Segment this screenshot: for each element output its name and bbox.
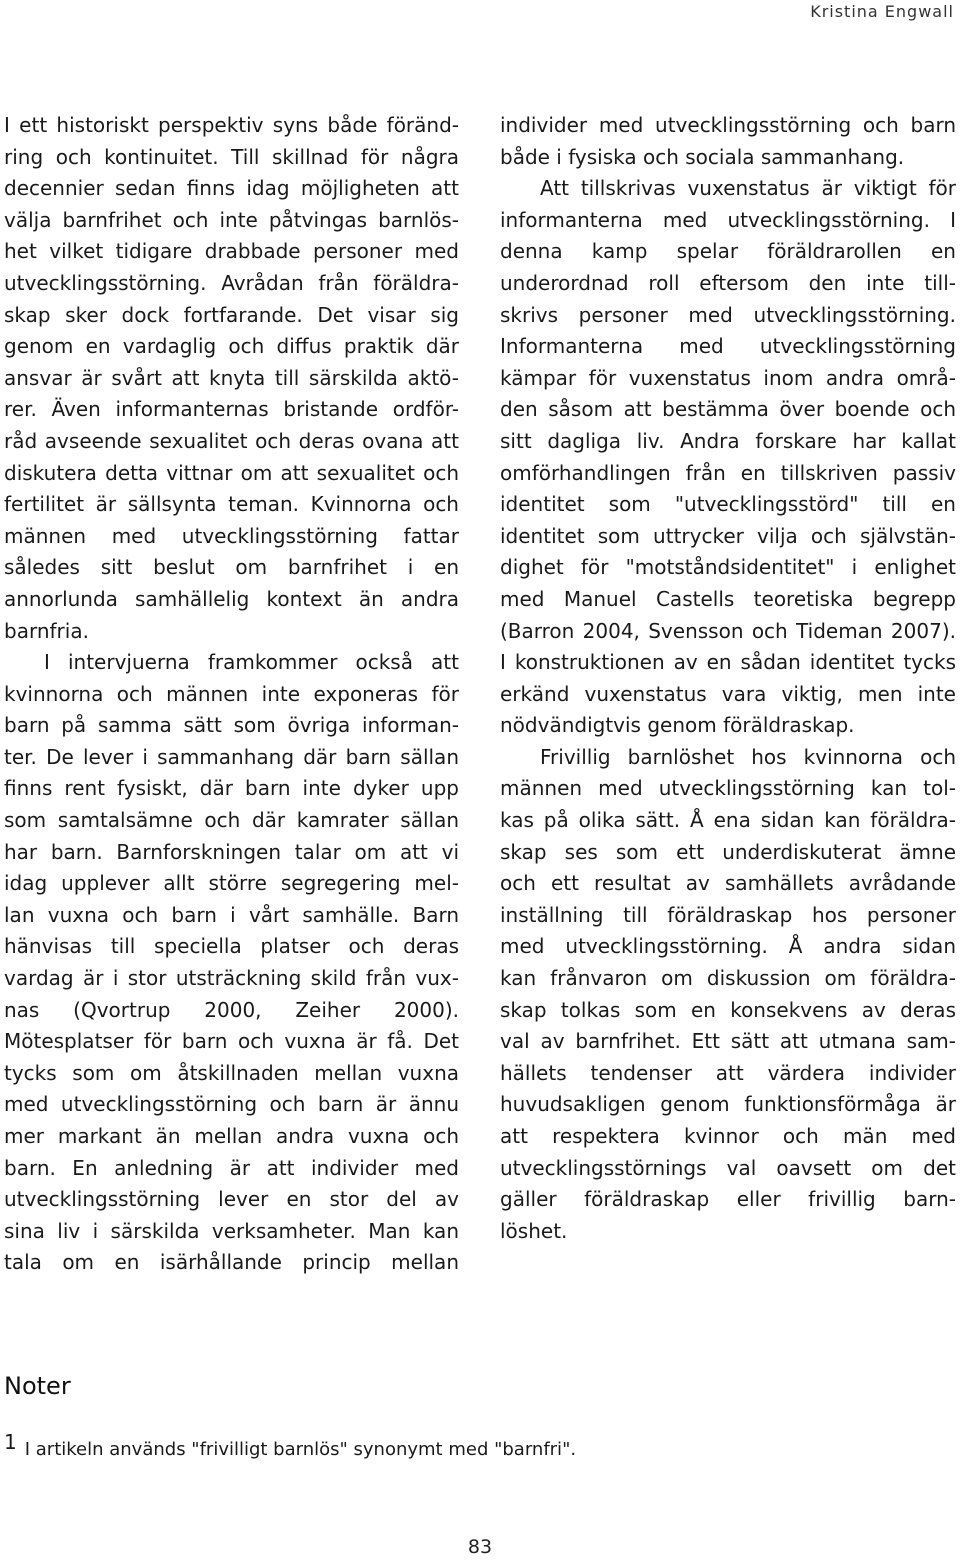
page-number: 83 (467, 1536, 493, 1558)
text-line: idag upplever allt större segregering mel- (4, 871, 459, 896)
text-line: som samtalsämne och där kamrater sällan (4, 808, 459, 833)
text-line: gäller föräldraskap eller frivillig barn- (500, 1187, 956, 1212)
text-line: tycks som om åtskillnaden mellan vuxna (4, 1060, 459, 1085)
text-line: ter. De lever i sammanhang där barn sällan (4, 744, 459, 769)
text-line: ring och kontinuitet. Till skillnad för några (4, 144, 459, 169)
text-line: har barn. Barnforskningen talar om att vi (4, 839, 459, 864)
text-line: omförhandlingen från en tillskriven passiv (500, 460, 956, 485)
text-line: Informanterna med utvecklingsstörning (500, 334, 956, 359)
text-line: val av barnfrihet. Ett sätt att utmana sam- (500, 1029, 956, 1054)
text-line: välja barnfrihet och inte påtvingas barnlös- (4, 207, 459, 232)
text-line: kas på olika sätt. Å ena sidan kan föräldra- (500, 808, 956, 833)
text-line: hällets tendenser att värdera individer (500, 1060, 956, 1085)
text-line: decennier sedan finns idag möjligheten att (4, 176, 459, 201)
text-line: skrivs personer med utvecklingsstörning. (500, 302, 956, 327)
running-header-author: Kristina Engwall (810, 2, 954, 21)
text-line: skap sker dock fortfarande. Det visar sig (4, 302, 459, 327)
text-line: dighet för "motståndsidentitet" i enlighet (500, 555, 956, 580)
text-line: identitet som uttrycker vilja och självstän- (500, 523, 956, 548)
text-line: råd avseende sexualitet och deras ovana att (4, 428, 459, 453)
text-line: skap tolkas som en konsekvens av deras (500, 997, 956, 1022)
text-line: Mötesplatser för barn och vuxna är få. Det (4, 1029, 459, 1054)
body-column-left (4, 110, 459, 1279)
text-line: att respektera kvinnor och män med (500, 1124, 956, 1148)
text-line: rer. Även informanternas bristande ordför- (4, 397, 459, 422)
text-line: kan frånvaron om diskussion om föräldra- (500, 966, 956, 991)
text-line: informanterna med utvecklingsstörning. I (500, 207, 956, 232)
text-line: både i fysiska och sociala sammanhang. (500, 144, 905, 169)
footnote-text: I artikeln används "frivilligt barnlös" synonymt med "barnfri". (24, 1439, 577, 1460)
text-line: genom en vardaglig och diffus praktik där (4, 334, 459, 359)
text-line: het vilket tidigare drabbade personer med (4, 239, 459, 264)
text-line: nas (Qvortrup 2000, Zeiher 2000). (4, 997, 459, 1022)
text-line: nödvändigtvis genom föräldraskap. (500, 713, 855, 738)
text-line: diskutera detta vittnar om att sexualitet och (4, 460, 459, 485)
text-line: löshet. (500, 1218, 568, 1243)
text-line: mer markant än mellan andra vuxna och (4, 1124, 459, 1148)
text-line: utvecklingsstörning lever en stor del av (4, 1187, 459, 1212)
text-line: barnfria. (4, 618, 89, 643)
footnote-item (4, 1430, 577, 1460)
notes-heading: Noter (4, 1372, 71, 1400)
text-line: (Barron 2004, Svensson och Tideman 2007). (500, 618, 956, 643)
text-line: männen med utvecklingsstörning fattar (4, 523, 459, 548)
text-line: med utvecklingsstörning. Å andra sidan (500, 934, 956, 959)
text-line: fertilitet är sällsynta teman. Kvinnorna och (4, 492, 459, 517)
text-line: denna kamp spelar föräldrarollen en (500, 239, 956, 264)
text-line: barn. En anledning är att individer med (4, 1155, 459, 1180)
text-line: huvudsakligen genom funktionsförmåga är (500, 1092, 956, 1117)
text-line: erkänd vuxenstatus vara viktig, men inte (500, 681, 956, 706)
text-line: ansvar är svårt att knyta till särskilda aktö- (4, 365, 459, 390)
text-line: barn på samma sätt som övriga informan- (4, 713, 459, 738)
text-line: och ett resultat av samhällets avrådande (500, 871, 956, 896)
text-line: den såsom att bestämma över boende och (500, 397, 956, 422)
text-line: I intervjuerna framkommer också att (44, 650, 459, 675)
text-line: kvinnorna och männen inte exponeras för (4, 681, 459, 706)
text-line: männen med utvecklingsstörning kan tol- (500, 776, 956, 801)
text-line: hänvisas till speciella platser och deras (4, 934, 459, 959)
text-line: med utvecklingsstörning och barn är ännu (4, 1092, 459, 1117)
text-line: skap ses som ett underdiskuterat ämne (500, 839, 956, 864)
body-column-right (500, 110, 956, 1247)
text-line: kämpar för vuxenstatus inom andra områ- (500, 365, 956, 390)
text-line: identitet som "utvecklingsstörd" till en (500, 492, 956, 517)
text-line: annorlunda samhällelig kontext än andra (4, 586, 459, 611)
text-line: individer med utvecklingsstörning och barn (500, 113, 956, 137)
text-line: utvecklingsstörnings val oavsett om det (500, 1155, 956, 1180)
text-line: således sitt beslut om barnfrihet i en (4, 555, 459, 580)
text-line: utvecklingsstörning. Avrådan från föräldra- (4, 270, 459, 295)
footnote-number: 1 (4, 1430, 17, 1454)
text-line: lan vuxna och barn i vårt samhälle. Barn (4, 902, 459, 927)
text-line: med Manuel Castells teoretiska begrepp (500, 586, 956, 611)
text-line: inställning till föräldraskap hos personer (500, 902, 956, 927)
text-line: sina liv i särskilda verksamheter. Man kan (4, 1218, 459, 1243)
text-line: Att tillskrivas vuxenstatus är viktigt för (540, 176, 956, 201)
text-line: tala om en isärhållande princip mellan (4, 1250, 459, 1275)
text-line: vardag är i stor utsträckning skild från vux- (4, 966, 459, 991)
text-line: I ett historiskt perspektiv syns både föränd- (4, 113, 459, 137)
text-line: underordnad roll eftersom den inte till- (500, 270, 956, 295)
text-line: finns rent fysiskt, där barn inte dyker upp (4, 776, 459, 801)
text-line: sitt dagliga liv. Andra forskare har kallat (500, 428, 956, 453)
text-line: I konstruktionen av en sådan identitet tycks (500, 650, 956, 675)
text-line: Frivillig barnlöshet hos kvinnorna och (540, 744, 956, 769)
